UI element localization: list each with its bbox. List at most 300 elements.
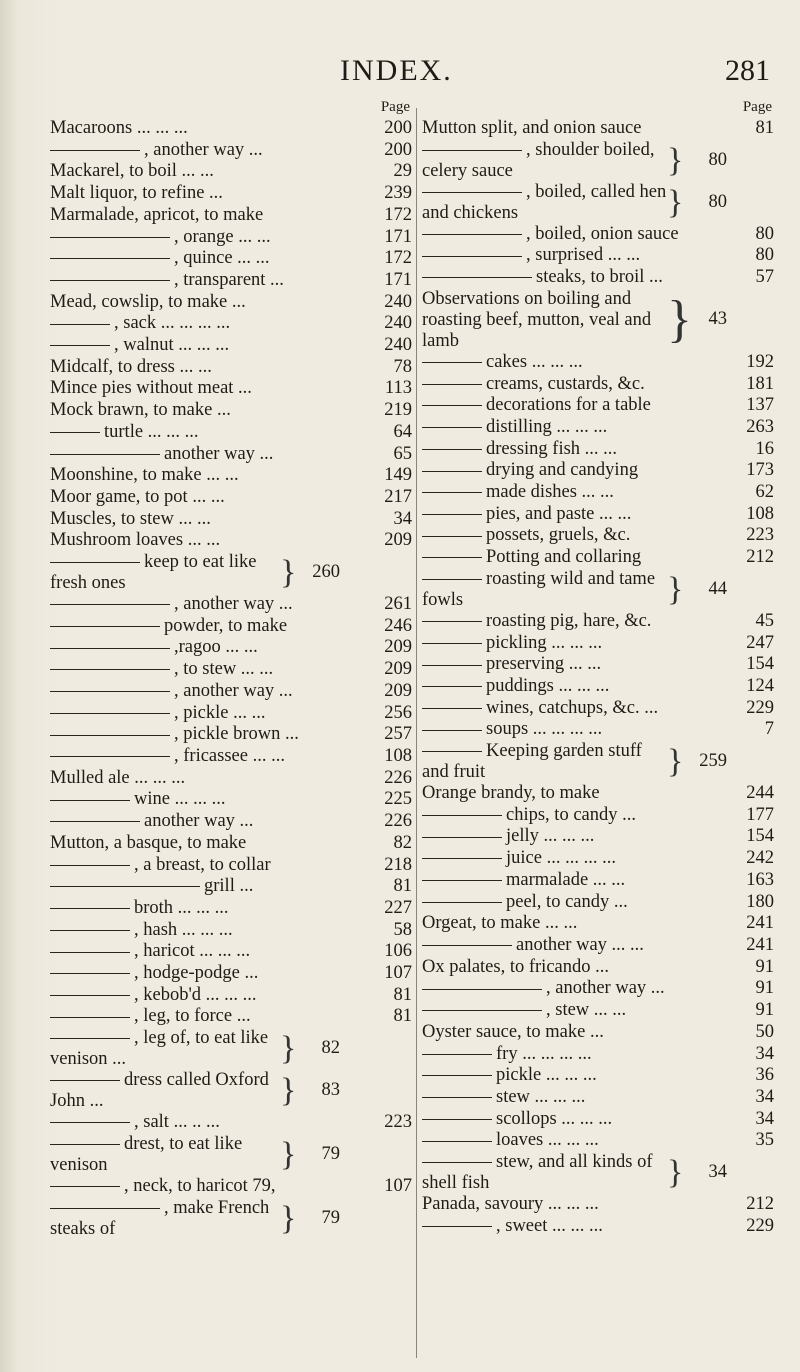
index-entry-page: 200 (384, 118, 412, 138)
index-entry-label: Mock brawn, to make ... (50, 400, 231, 421)
index-entry-text (422, 182, 667, 224)
index-entry-label: made dishes ... ... (486, 482, 614, 503)
index-entry (422, 935, 774, 957)
index-entry (422, 1087, 774, 1109)
index-entry (50, 530, 412, 552)
index-entry-label: Mushroom loaves ... ... (50, 530, 221, 551)
index-entry (50, 1134, 412, 1176)
ditto-dash (422, 277, 532, 278)
index-entry-label: , fricassee ... ... (174, 745, 285, 766)
index-entry (50, 1028, 412, 1070)
index-entry-text (422, 892, 728, 914)
index-entry-label: , shoulder boiled, celery sauce (422, 139, 655, 181)
ditto-dash (50, 800, 130, 801)
index-entry-page: 107 (384, 963, 412, 984)
index-entry (50, 1112, 412, 1134)
index-entry-page: 108 (746, 503, 774, 524)
index-entry-page: 172 (384, 248, 412, 269)
ditto-dash (422, 471, 482, 472)
index-entry (422, 826, 774, 848)
index-entry (50, 140, 412, 162)
ditto-dash (50, 648, 170, 649)
index-entry (422, 719, 774, 741)
index-entry-text (50, 833, 366, 855)
index-entry (50, 898, 412, 920)
ditto-dash (422, 665, 482, 666)
index-entry-label: grill ... (204, 876, 254, 897)
index-entry-label: decorations for a table (486, 395, 651, 416)
ditto-dash (422, 643, 482, 644)
index-entry-text (422, 978, 728, 1000)
index-entry-text (422, 1109, 728, 1131)
index-entry (50, 1176, 412, 1198)
index-entry-page: 82 (321, 1038, 340, 1059)
index-entry-text (50, 768, 366, 790)
index-entry-page: 257 (384, 724, 412, 745)
index-entry-page: 34 (755, 1086, 774, 1107)
index-entry-page: 62 (755, 482, 774, 503)
index-entry (50, 357, 412, 379)
index-entry (50, 920, 412, 942)
right-entries (422, 118, 774, 1237)
index-entry-text (422, 547, 728, 569)
index-entry-label: , another way ... (546, 978, 665, 999)
ditto-dash (50, 995, 130, 996)
index-entry-text (50, 444, 366, 466)
ditto-dash (422, 234, 522, 235)
index-entry-label: drest, to eat like venison (50, 1133, 243, 1175)
ditto-dash (422, 150, 522, 151)
index-entry-label: stew, and all kinds of shell fish (422, 1152, 653, 1194)
index-entry-page: 261 (384, 594, 412, 615)
index-entry-page: 223 (746, 525, 774, 546)
index-entry-text (50, 118, 366, 140)
index-entry (422, 289, 774, 352)
index-entry (422, 892, 774, 914)
index-entry-page: 35 (755, 1130, 774, 1151)
index-entry-text (50, 227, 366, 249)
index-entry-text (422, 826, 728, 848)
brace-mark: } (667, 183, 684, 221)
index-entry-label: , a breast, to collar (134, 854, 271, 875)
index-entry-page: 91 (755, 978, 774, 999)
index-entry (422, 1152, 774, 1194)
index-entry-page: 209 (384, 637, 412, 658)
index-entry-text (50, 378, 366, 400)
index-entry (422, 482, 774, 504)
index-entry-text (422, 289, 667, 352)
index-entry-label: , to stew ... ... (174, 659, 274, 680)
index-entry-text (50, 681, 366, 703)
index-entry-page: 200 (384, 139, 412, 160)
ditto-dash (422, 880, 502, 881)
index-entry (422, 1000, 774, 1022)
index-entry-page: 154 (746, 826, 774, 847)
index-entry (50, 724, 412, 746)
ditto-dash (50, 1208, 160, 1209)
index-entry-label: loaves ... ... ... (496, 1130, 599, 1151)
index-entry-label: stew ... ... ... (496, 1086, 586, 1107)
index-entry-page: 227 (384, 897, 412, 918)
index-entry-label: , surprised ... ... (526, 245, 641, 266)
index-entry (422, 140, 774, 182)
index-entry-text (422, 224, 728, 246)
index-entry-page: 81 (393, 1006, 412, 1027)
ditto-dash (50, 691, 170, 692)
index-entry-text (422, 805, 728, 827)
index-entry-label: wines, catchups, &c. ... (486, 697, 659, 718)
index-entry (50, 552, 412, 594)
index-entry-text (422, 1044, 728, 1066)
index-entry-page: 79 (321, 1143, 340, 1164)
index-entry (50, 227, 412, 249)
column-divider (416, 108, 417, 1358)
index-entry-label: pies, and paste ... ... (486, 503, 632, 524)
index-entry (50, 422, 412, 444)
index-entry-page: 81 (755, 118, 774, 138)
index-entry-page: 36 (755, 1065, 774, 1086)
ditto-dash (50, 604, 170, 605)
index-entry-label: , leg, to force ... (134, 1006, 251, 1027)
ditto-dash (422, 579, 482, 580)
index-entry-page: 50 (755, 1021, 774, 1042)
index-entry-page: 80 (708, 149, 727, 170)
index-entry-label: Mead, cowslip, to make ... (50, 291, 246, 312)
index-entry-label: keep to eat like fresh ones (50, 552, 257, 594)
index-entry (50, 248, 412, 270)
index-entry (50, 963, 412, 985)
brace-mark: } (667, 1154, 684, 1192)
brace-mark: } (280, 1199, 297, 1237)
index-entry (50, 161, 412, 183)
index-entry-label: Marmalade, apricot, to make (50, 204, 264, 225)
index-entry (50, 833, 412, 855)
index-entry-label: Moor game, to pot ... ... (50, 486, 225, 507)
index-entry-label: distilling ... ... ... (486, 416, 608, 437)
index-entry (422, 741, 774, 783)
index-entry (50, 746, 412, 768)
index-entry-page: 149 (384, 465, 412, 486)
ditto-dash (422, 858, 502, 859)
index-entry-page: 44 (708, 578, 727, 599)
index-entry-label: steaks, to broil ... (536, 267, 663, 288)
ditto-dash (422, 449, 482, 450)
index-entry-label: , sack ... ... ... ... (114, 313, 231, 334)
index-entry (50, 876, 412, 898)
index-entry (422, 805, 774, 827)
index-entry (422, 569, 774, 611)
index-entry-text (50, 292, 366, 314)
index-entry-label: marmalade ... ... (506, 869, 626, 890)
index-entry-label: , hash ... ... ... (134, 919, 233, 940)
index-entry-page: 240 (384, 335, 412, 356)
index-entry (50, 855, 412, 877)
index-entry-label: , boiled, onion sauce (526, 223, 679, 244)
index-entry-page: 177 (746, 804, 774, 825)
right-column (422, 96, 774, 1237)
index-entry (422, 417, 774, 439)
index-entry-label: soups ... ... ... ... (486, 719, 603, 740)
index-entry-page: 242 (746, 848, 774, 869)
index-entry-text (50, 594, 366, 616)
ditto-dash (422, 621, 482, 622)
index-entry-text (50, 335, 366, 357)
index-entry-label: another way ... ... (516, 934, 644, 955)
index-entry-text (50, 920, 366, 942)
index-entry-label: , sweet ... ... ... (496, 1215, 603, 1236)
index-entry (50, 444, 412, 466)
index-entry-page: 107 (384, 1175, 412, 1196)
index-entry-text (422, 267, 728, 289)
index-entry-label: broth ... ... ... (134, 897, 229, 918)
ditto-dash (422, 837, 502, 838)
index-entry-text (50, 811, 366, 833)
index-entry-page: 34 (755, 1043, 774, 1064)
brace-mark: } (667, 141, 684, 179)
ditto-dash (50, 258, 170, 259)
index-entry-page: 226 (384, 811, 412, 832)
index-entry-label: fry ... ... ... ... (496, 1043, 592, 1064)
page-column-label: Page (742, 99, 772, 115)
index-entry (50, 292, 412, 314)
ditto-dash (422, 492, 482, 493)
index-entry-text (422, 504, 728, 526)
index-entry-label: , another way ... (174, 594, 293, 615)
index-entry-label: , hodge-podge ... (134, 963, 259, 984)
index-entry-text (50, 552, 280, 594)
ditto-dash (50, 454, 160, 455)
index-entry (422, 783, 774, 805)
ditto-dash (422, 815, 502, 816)
ditto-dash (50, 908, 130, 909)
index-entry-page: 124 (746, 675, 774, 696)
index-entry-label: Mutton split, and onion sauce (422, 118, 642, 138)
index-entry-text (50, 616, 366, 638)
index-entry-label: turtle ... ... ... (104, 421, 199, 442)
ditto-dash (50, 324, 110, 325)
ditto-dash (422, 405, 482, 406)
ditto-dash (50, 1186, 120, 1187)
ditto-dash (422, 427, 482, 428)
index-entry-label: , transparent ... (174, 269, 284, 290)
index-entry-page: 154 (746, 654, 774, 675)
index-entry-page: 192 (746, 351, 774, 372)
index-entry-label: jelly ... ... ... (506, 826, 595, 847)
index-entry (422, 611, 774, 633)
index-entry-label: Ox palates, to fricando ... (422, 956, 609, 977)
index-entry (50, 465, 412, 487)
index-entry-label: Midcalf, to dress ... ... (50, 356, 212, 377)
index-entry-label: Panada, savoury ... ... ... (422, 1194, 599, 1215)
index-entry-page: 34 (755, 1108, 774, 1129)
ditto-dash (50, 886, 200, 887)
ditto-dash (50, 1144, 120, 1145)
ditto-dash (50, 345, 110, 346)
index-entry (422, 913, 774, 935)
index-entry-label: Muscles, to stew ... ... (50, 508, 211, 529)
index-entry (422, 352, 774, 374)
index-entry (50, 400, 412, 422)
index-entry-page: 45 (755, 610, 774, 631)
index-entry-text (50, 659, 366, 681)
index-entry-label: dress called Oxford John ... (50, 1070, 269, 1112)
ditto-dash (50, 150, 140, 151)
index-entry-label: Mince pies without meat ... (50, 378, 252, 399)
index-entry-text (422, 1022, 728, 1044)
index-entry-text (422, 395, 728, 417)
index-entry-text (50, 1134, 280, 1176)
index-entry-label: , salt ... .. ... (134, 1112, 220, 1133)
ditto-dash (50, 952, 130, 953)
index-entry (422, 504, 774, 526)
index-entry-text (422, 525, 728, 547)
index-entry-text (422, 935, 728, 957)
index-entry-label: , boiled, called hen and chickens (422, 181, 667, 223)
index-entry-label: puddings ... ... ... (486, 675, 610, 696)
index-entry-page: 172 (384, 204, 412, 225)
index-entry (422, 676, 774, 698)
index-entry-label: , pickle brown ... (174, 724, 299, 745)
brace-mark: } (280, 1030, 297, 1068)
index-entry (50, 313, 412, 335)
index-entry-text (422, 1152, 667, 1194)
ditto-dash (50, 562, 140, 563)
index-entry-page: 218 (384, 854, 412, 875)
index-entry-label: Macaroons ... ... ... (50, 118, 188, 138)
index-entry-label: , quince ... ... (174, 248, 270, 269)
index-entry (50, 183, 412, 205)
index-entry-page: 244 (746, 783, 774, 804)
index-entry (50, 941, 412, 963)
index-entry (422, 978, 774, 1000)
index-entry-label: , make French steaks of (50, 1197, 270, 1239)
left-entries (50, 118, 412, 1240)
index-entry-label: juice ... ... ... ... (506, 848, 616, 869)
index-entry-page: 212 (746, 1194, 774, 1215)
index-entry (422, 870, 774, 892)
index-entry-text (50, 985, 366, 1007)
index-entry (50, 270, 412, 292)
index-entry-text (50, 1070, 280, 1112)
ditto-dash (422, 686, 482, 687)
index-entry-text (50, 161, 366, 183)
index-entry-page: 209 (384, 530, 412, 551)
index-entry-label: , another way ... (174, 680, 293, 701)
ditto-dash (422, 536, 482, 537)
index-entry-page: 209 (384, 680, 412, 701)
index-entry (422, 633, 774, 655)
index-entry (422, 848, 774, 870)
index-entry-text (50, 724, 366, 746)
left-column (50, 96, 412, 1240)
index-entry-label: chips, to candy ... (506, 804, 636, 825)
ditto-dash (422, 902, 502, 903)
index-entry-text (422, 698, 728, 720)
index-entry (422, 182, 774, 224)
index-entry-text (422, 374, 728, 396)
index-entry-label: Observations on boiling and roasting beef, mutton, veal and lamb (422, 288, 652, 351)
index-entry-page: 240 (384, 313, 412, 334)
index-entry-text (422, 913, 728, 935)
index-entry-label: wine ... ... ... (134, 789, 226, 810)
index-entry-text (422, 140, 667, 182)
ditto-dash (422, 1097, 492, 1098)
index-entry (422, 224, 774, 246)
index-entry (422, 1194, 774, 1216)
index-entry-text (50, 941, 366, 963)
index-entry-label: drying and candying (486, 460, 639, 481)
index-entry (422, 1216, 774, 1238)
index-entry-page: 81 (393, 984, 412, 1005)
index-entry-text (50, 703, 366, 725)
index-entry-page: 241 (746, 913, 774, 934)
ditto-dash (50, 973, 130, 974)
index-entry-text (422, 482, 728, 504)
index-entry-text (50, 876, 366, 898)
index-entry-page: 57 (755, 267, 774, 288)
index-entry-label: Malt liquor, to refine ... (50, 183, 223, 204)
ditto-dash (50, 930, 130, 931)
index-entry-page: 223 (384, 1112, 412, 1133)
page-number: 281 (725, 54, 770, 87)
index-entry-page: 81 (393, 876, 412, 897)
index-entry-label: Oyster sauce, to make ... (422, 1021, 604, 1042)
ditto-dash (422, 362, 482, 363)
ditto-dash (422, 730, 482, 731)
index-entry-label: pickle ... ... ... (496, 1065, 597, 1086)
index-entry (50, 789, 412, 811)
index-entry-label: , kebob'd ... ... ... (134, 984, 257, 1005)
index-entry-text (50, 509, 366, 531)
index-entry-label: Mackarel, to boil ... ... (50, 161, 214, 182)
index-entry-page: 247 (746, 632, 774, 653)
index-entry-text (50, 183, 366, 205)
brace-mark: } (280, 1135, 297, 1173)
index-entry-text (422, 245, 728, 267)
index-entry-page: 171 (384, 226, 412, 247)
ditto-dash (50, 821, 140, 822)
index-entry-text (422, 1065, 728, 1087)
index-entry-text (50, 270, 366, 292)
index-entry-text (422, 352, 728, 374)
index-entry (422, 118, 774, 140)
index-entry-text (50, 140, 366, 162)
ditto-dash (50, 756, 170, 757)
ditto-dash (422, 751, 482, 752)
index-entry (50, 205, 412, 227)
index-entry-text (422, 741, 667, 783)
index-entry-label: Moonshine, to make ... ... (50, 465, 239, 486)
index-entry-text (422, 1000, 728, 1022)
index-entry-page: 229 (746, 697, 774, 718)
index-entry-text (50, 313, 366, 335)
index-entry-page: 64 (393, 421, 412, 442)
ditto-dash (422, 1054, 492, 1055)
ditto-dash (422, 514, 482, 515)
ditto-dash (422, 1119, 492, 1120)
index-entry (422, 654, 774, 676)
ditto-dash (422, 945, 512, 946)
index-entry-text (422, 783, 728, 805)
index-entry-page: 82 (393, 832, 412, 853)
ditto-dash (50, 432, 100, 433)
index-entry (50, 1198, 412, 1240)
index-entry (50, 378, 412, 400)
index-entry-label: , pickle ... ... (174, 702, 266, 723)
running-head (0, 54, 800, 94)
index-entry-label: preserving ... ... (486, 654, 602, 675)
index-entry-page: 256 (384, 702, 412, 723)
